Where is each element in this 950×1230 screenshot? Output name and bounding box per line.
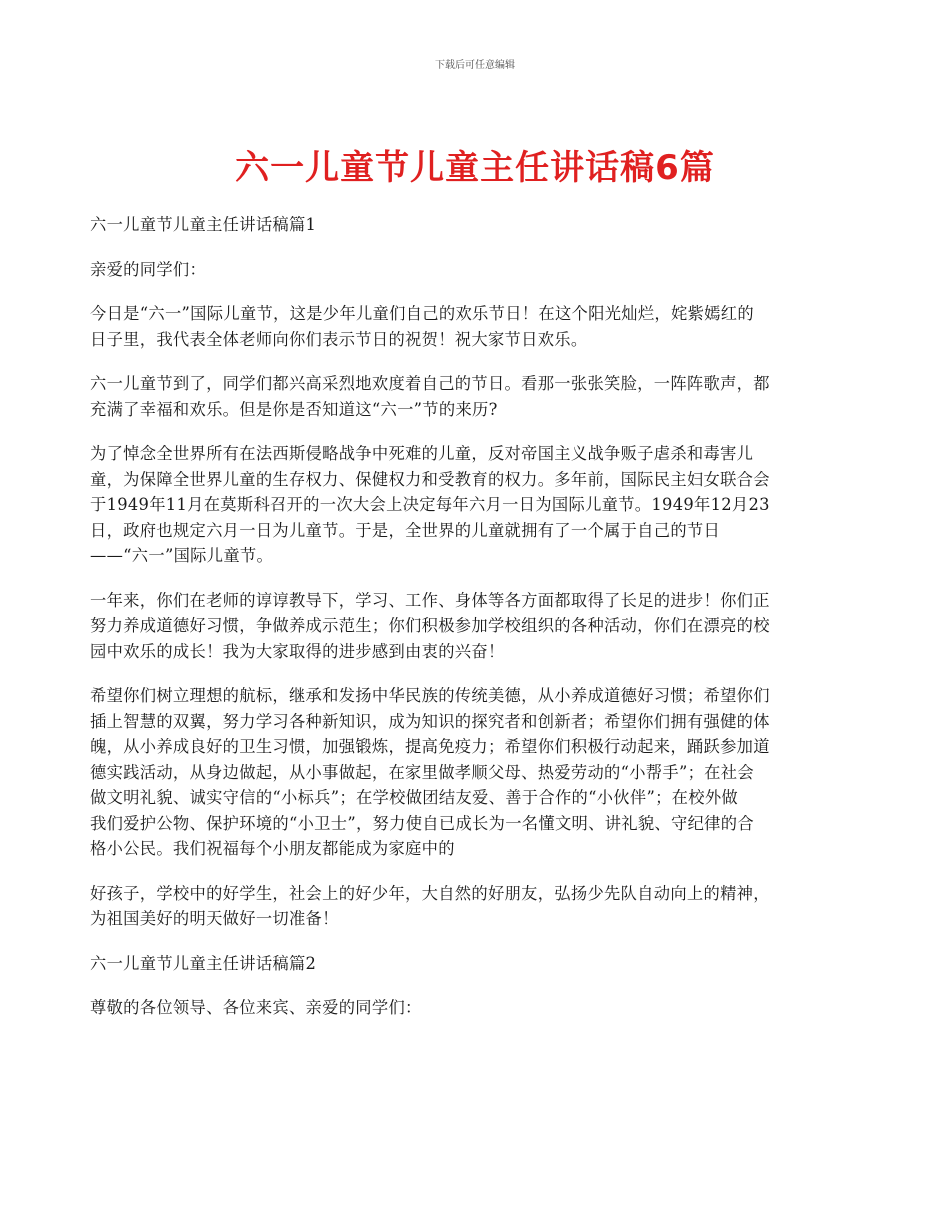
text-line: 充满了幸福和欢乐。但是你是否知道这“六一”节的来历? xyxy=(90,399,498,419)
text-line: 插上智慧的双翼，努力学习各种新知识，成为知识的探究者和创新者；希望你们拥有强健的体 xyxy=(90,711,770,731)
text-line: ——“六一”国际儿童节。 xyxy=(90,546,274,565)
section-heading-1 xyxy=(90,212,860,238)
text-line: 德实践活动，从身边做起，从小事做起，在家里做孝顺父母、热爱劳动的“小帮手”；在社会 xyxy=(90,762,754,782)
text-line: 格小公民。我们祝福每个小朋友都能成为家庭中的 xyxy=(90,839,455,858)
document-body xyxy=(90,212,860,1040)
document-title: 六一儿童节儿童主任讲话稿6篇 xyxy=(235,148,715,188)
text-line: 做文明礼貌、诚实守信的“小标兵”；在学校做团结友爱、善于合作的“小伙伴”；在校外做 xyxy=(90,788,739,807)
text-line: 一年来，你们在老师的谆谆教导下，学习、工作、身体等各方面都取得了长足的进步！你们正 xyxy=(90,590,770,610)
text-line: 今日是“六一”国际儿童节，这是少年儿童们自己的欢乐节日！在这个阳光灿烂，姹紫嫣红的 xyxy=(90,304,754,323)
page-header-note: 下载后可任意编辑 xyxy=(435,60,515,71)
paragraph xyxy=(90,371,860,422)
text-line: 日子里，我代表全体老师向你们表示节日的祝贺！祝大家节日欢乐。 xyxy=(90,329,588,349)
text-line: 六一儿童节儿童主任讲话稿篇1 xyxy=(90,215,317,234)
paragraph xyxy=(90,683,860,862)
text-line: 为祖国美好的明天做好一切准备！ xyxy=(90,909,339,928)
text-line: 童，为保障全世界儿童的生存权力、保健权力和受教育的权力。多年前，国际民主妇女联合会 xyxy=(90,469,770,489)
paragraph xyxy=(90,441,860,569)
text-line: 努力养成道德好习惯，争做养成示范生；你们积极参加学校组织的各种活动，你们在漂亮的校 xyxy=(90,616,770,635)
text-line: 园中欢乐的成长！我为大家取得的进步感到由衷的兴奋！ xyxy=(90,641,505,661)
text-line: 六一儿童节到了，同学们都兴高采烈地欢度着自己的节日。看那一张张笑脸，一阵阵歌声，都 xyxy=(90,374,770,393)
paragraph xyxy=(90,881,860,932)
salutation xyxy=(90,257,860,283)
text-line: 希望你们树立理想的航标，继承和发扬中华民族的传统美德，从小养成道德好习惯；希望你们 xyxy=(90,686,770,705)
text-line: 于1949年11月在莫斯科召开的一次大会上决定每年六月一日为国际儿童节。1949年12月23 xyxy=(90,495,770,514)
paragraph xyxy=(90,588,860,665)
salutation xyxy=(90,995,860,1021)
text-line: 魄，从小养成良好的卫生习惯，加强锻炼，提高免疫力；希望你们积极行动起来，踊跃参加道 xyxy=(90,737,770,756)
paragraph xyxy=(90,301,860,352)
text-line: 亲爱的同学们： xyxy=(90,259,207,279)
section-heading-2 xyxy=(90,951,860,977)
text-line: 六一儿童节儿童主任讲话稿篇2 xyxy=(90,953,317,973)
text-line: 日，政府也规定六月一日为儿童节。于是，全世界的儿童就拥有了一个属于自己的节日 xyxy=(90,520,721,540)
text-line: 为了悼念全世界所有在法西斯侵略战争中死难的儿童，反对帝国主义战争贩子虐杀和毒害儿 xyxy=(90,444,754,463)
text-line: 我们爱护公物、保护环境的“小卫士”，努力使自已成长为一名懂文明、讲礼貌、守纪律的合 xyxy=(90,813,754,833)
text-line: 好孩子，学校中的好学生，社会上的好少年，大自然的好朋友，弘扬少先队自动向上的精神， xyxy=(90,883,770,903)
text-line: 尊敬的各位领导、各位来宾、亲爱的同学们： xyxy=(90,998,422,1017)
